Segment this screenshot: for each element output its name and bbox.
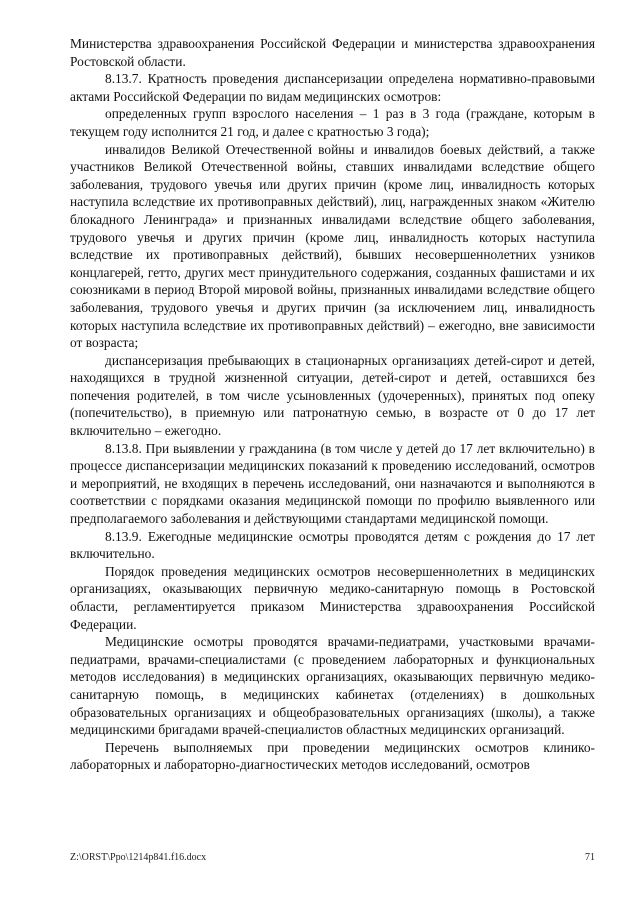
document-body [70, 35, 595, 774]
page-number: 71 [585, 852, 595, 863]
paragraph-war-invalids: инвалидов Великой Отечественной войны и инвалидов боевых действий, а также участников Великой Отечественной войны, ставших инвалидами вследствие общего заболевания, трудового увечья или других причин (кроме лиц, инвалидность которых наступила вследствие их противоправных действий), лиц, награжденных знаком «Жителю блокадного Ленинграда» и признанных инвалидами вследствие общего заболевания, трудового увечья и других причин (кроме лиц, инвалидность которых наступила вследствие их противоправных действий), бывших несовершеннолетних узников концлагерей, гетто, других мест принудительного содержания, созданных фашистами и их союзниками в период Второй мировой войны, признанных инвалидами вследствие общего заболевания, трудового увечья и других причин (за исключением лиц, инвалидность которых наступила вследствие их противоправных действий) – ежегодно, вне зависимости от возраста; [70, 141, 595, 351]
paragraph-8-13-8: 8.13.8. При выявлении у гражданина (в том числе у детей до 17 лет включительно) в процессе диспансеризации медицинских показаний к проведению исследований, осмотров и мероприятий, не входящих в перечень исследований, они назначаются и выполняются в соответствии с порядками оказания медицинской помощи по профилю выявленного или предполагаемого заболевания и действующими стандартами медицинской помощи. [70, 440, 595, 527]
paragraph-minors-procedure: Порядок проведения медицинских осмотров несовершеннолетних в медицинских организациях, оказывающих первичную медико-санитарную помощь в Ростовской области, регламентируется приказом Министерства здравоохранения Российской Федерации. [70, 563, 595, 632]
paragraph-8-13-7: 8.13.7. Кратность проведения диспансеризации определена нормативно-правовыми актами Российской Федерации по видам медицинских осмотров: [70, 71, 595, 104]
paragraph-medical-exams: Медицинские осмотры проводятся врачами-педиатрами, участковыми врачами-педиатрами, врачами-специалистами (с проведением лабораторных и функциональных методов исследования) в медицинских организациях, оказывающих первичную медико-санитарную помощь, в медицинских кабинетах (отделениях) в дошкольных образовательных организациях и общеобразовательных организациях (школы), а также медицинскими бригадами врачей-специалистов областных медицинских организаций. [70, 634, 595, 738]
paragraph-adult-groups: определенных групп взрослого населения – 1 раз в 3 года (граждане, которым в текущем году исполнится 21 год, и далее с кратностью 3 года); [70, 106, 595, 139]
paragraph-exam-list: Перечень выполняемых при проведении медицинских осмотров клинико-лабораторных и лабораторно-диагностических методов исследований, осмотров [70, 739, 595, 773]
paragraph-8-13-9: 8.13.9. Ежегодные медицинские осмотры проводятся детям с рождения до 17 лет включительно. [70, 528, 595, 562]
paragraph-continuation: Министерства здравоохранения Российской Федерации и министерства здравоохранения Ростовской области. [70, 36, 595, 69]
paragraph-orphans: диспансеризация пребывающих в стационарных организациях детей-сирот и детей, находящихся в трудной жизненной ситуации, детей-сирот и детей, оставшихся без попечения родителей, в том числе усыновленных (удочеренных), принятых под опеку (попечительство), в приемную или патронатную семью, в возрасте от 0 до 17 лет включительно – ежегодно. [70, 352, 595, 439]
footer-file-path: Z:\ORST\Ppo\1214p841.f16.docx [70, 852, 207, 863]
